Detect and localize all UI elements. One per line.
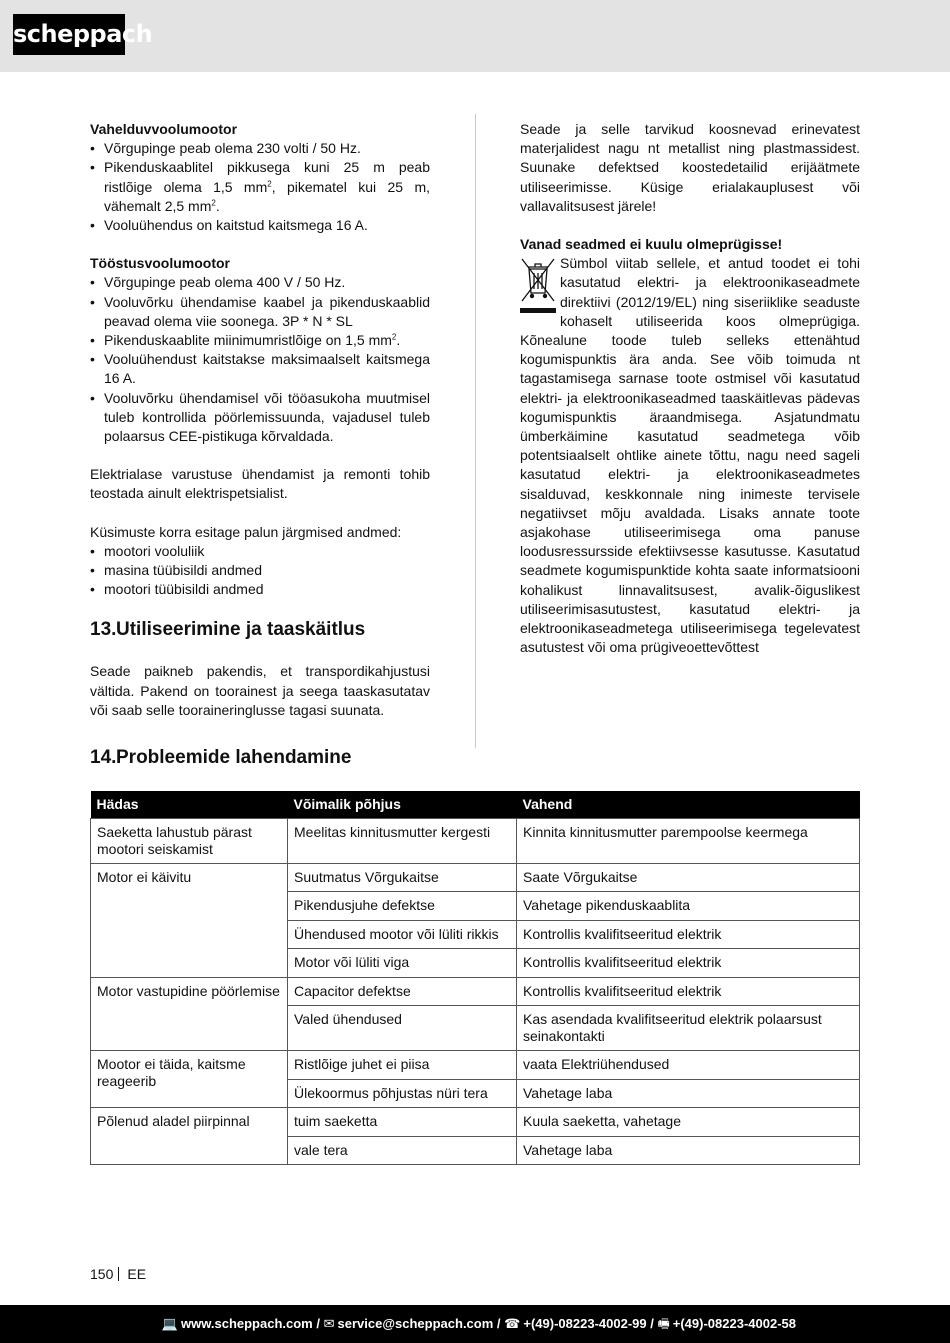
cause-cell: Ristlõige juhet ei piisa bbox=[288, 1051, 517, 1080]
ac-motor-list bbox=[90, 139, 430, 235]
page-number: 150 bbox=[90, 1266, 114, 1282]
weee-block bbox=[520, 254, 860, 657]
phone-icon: ☎ bbox=[504, 1316, 521, 1331]
questions-section bbox=[90, 523, 430, 600]
header-problem: Hädas bbox=[91, 791, 288, 818]
language-code: EE bbox=[127, 1266, 147, 1282]
table-header-row bbox=[91, 791, 860, 818]
contact-band bbox=[0, 1305, 950, 1343]
cause-cell: vale tera bbox=[288, 1136, 517, 1165]
remedy-cell: Vahetage laba bbox=[517, 1079, 860, 1108]
cause-cell: Meelitas kinnitusmutter kergesti bbox=[288, 818, 517, 863]
fax-icon: 🖷 bbox=[657, 1316, 670, 1331]
contact-separator: / bbox=[316, 1316, 320, 1331]
cause-cell: Ülekoormus põhjustas nüri tera bbox=[288, 1079, 517, 1108]
section-13-heading: 13.Utiliseerimine ja taaskäitlus bbox=[90, 619, 366, 641]
brand-logo: scheppach bbox=[13, 14, 125, 55]
remedy-cell: Kas asendada kvalifitseeritud elektrik polaarsust seinakontakti bbox=[517, 1006, 860, 1051]
section-13-text: Seade paikneb pakendis, et transpordikahjustusi vältida. Pakend on toorainest ja seega taaskasutatav või saab selle tooraineringlusse tagasi suunata. bbox=[90, 663, 430, 718]
remedy-cell: Kontrollis kvalifitseeritud elektrik bbox=[517, 949, 860, 978]
list-item: • mootori vooluliik bbox=[90, 542, 430, 561]
questions-intro: Küsimuste korra esitage palun järgmised andmed: bbox=[90, 523, 402, 540]
problem-cell: Saeketta lahustub pärast mootori seiskamist bbox=[91, 818, 288, 863]
remedy-cell: Vahetage laba bbox=[517, 1136, 860, 1165]
cause-cell: Suutmatus Võrgukaitse bbox=[288, 863, 517, 892]
left-column bbox=[90, 120, 430, 720]
mail-icon: ✉ bbox=[323, 1316, 335, 1331]
header-remedy: Vahend bbox=[517, 791, 860, 818]
page-separator bbox=[118, 1267, 119, 1281]
problem-cell: Põlenud aladel piirpinnal bbox=[91, 1108, 288, 1165]
list-item: • Vooluühendust kaitstakse maksimaalselt kaitsmega 16 A. bbox=[90, 350, 430, 388]
materials-text: Seade ja selle tarvikud koosnevad erinevatest materjalidest nagu nt metallist ning plastmassidest. Suunake defektsed koostedetailid erijäätmete utiliseerimisse. Küsige erialakauplusest või vallavalitsusest järele! bbox=[520, 121, 860, 214]
cause-cell: Capacitor defektse bbox=[288, 977, 517, 1006]
cause-cell: tuim saeketta bbox=[288, 1108, 517, 1137]
contact-separator: / bbox=[496, 1316, 501, 1331]
right-column bbox=[520, 120, 860, 657]
list-item: • mootori tüübisildi andmed bbox=[90, 580, 430, 599]
crossed-out-wheelie-bin-icon bbox=[520, 257, 556, 315]
table-row bbox=[91, 1108, 860, 1137]
page-footer-number bbox=[90, 1265, 146, 1283]
list-item: • Vooluvõrku ühendamisel või tööasukoha muutmisel tuleb kontrollida pöörlemissuunda, vajadusel tuleb polaarsus CEE-pistikuga kõrvaldada. bbox=[90, 389, 430, 447]
problem-cell: Motor vastupidine pöörlemise bbox=[91, 977, 288, 1051]
three-phase-title: Tööstusvoolumootor bbox=[90, 255, 230, 272]
ac-motor-title: Vahelduvvoolumootor bbox=[90, 121, 238, 137]
cause-cell: Pikendusjuhe defektse bbox=[288, 892, 517, 921]
table-row bbox=[91, 1051, 860, 1080]
remedy-cell: Kuula saeketta, vahetage bbox=[517, 1108, 860, 1137]
table-row bbox=[91, 863, 860, 892]
remedy-cell: Vahetage pikenduskaablita bbox=[517, 892, 860, 921]
phone-number: +(49)-08223-4002-99 bbox=[523, 1316, 647, 1331]
remedy-cell: Saate Võrgukaitse bbox=[517, 863, 860, 892]
remedy-cell: Kontrollis kvalifitseeritud elektrik bbox=[517, 977, 860, 1006]
list-item: • Pikenduskaablitel pikkusega kuni 25 m peab ristlõige olema 1,5 $mm^2$, pikematel kui 25 m, vähemalt 2,5 $mm^2$. bbox=[90, 158, 430, 216]
remedy-cell: Kontrollis kvalifitseeritud elektrik bbox=[517, 920, 860, 949]
cause-cell: Ühendused mootor või lüliti rikkis bbox=[288, 920, 517, 949]
list-item: • Pikenduskaablite miinimumristlõige on 1,5 $mm^2$. bbox=[90, 331, 430, 350]
cause-cell: Motor või lüliti viga bbox=[288, 949, 517, 978]
weee-title: Vanad seadmed ei kuulu olmeprügisse! bbox=[520, 236, 783, 253]
troubleshooting-table bbox=[90, 791, 860, 1165]
electrician-note: Elektrialase varustuse ühendamist ja remonti tohib teostada ainult elektrispetsialist. bbox=[90, 466, 430, 502]
problem-cell: Motor ei käivitu bbox=[91, 863, 288, 977]
remedy-cell: Kinnita kinnitusmutter parempoolse keermega bbox=[517, 818, 860, 863]
column-divider bbox=[475, 114, 476, 748]
section-14-heading: 14.Probleemide lahendamine bbox=[90, 747, 352, 768]
computer-icon: 💻 bbox=[161, 1316, 179, 1331]
cause-cell: Valed ühendused bbox=[288, 1006, 517, 1051]
list-item: • Võrgupinge peab olema 230 volti / 50 Hz. bbox=[90, 139, 430, 158]
questions-list bbox=[90, 542, 430, 600]
list-item: • Vooluühendus on kaitstud kaitsmega 16 A. bbox=[90, 216, 430, 235]
three-phase-section bbox=[90, 254, 430, 446]
contact-separator: / bbox=[650, 1316, 654, 1331]
fax-number: +(49)-08223-4002-58 bbox=[672, 1316, 796, 1331]
header-cause: Võimalik põhjus bbox=[288, 791, 517, 818]
list-item: • masina tüübisildi andmed bbox=[90, 561, 430, 580]
list-item: • Vooluvõrku ühendamise kaabel ja pikenduskaablid peavad olema viie soonega. 3P * N * SL bbox=[90, 293, 430, 331]
table-row bbox=[91, 818, 860, 863]
list-item: • Võrgupinge peab olema 400 V / 50 Hz. bbox=[90, 273, 430, 292]
remedy-cell: vaata Elektriühendused bbox=[517, 1051, 860, 1080]
three-phase-list bbox=[90, 273, 430, 446]
website-link[interactable]: www.scheppach.com bbox=[181, 1316, 313, 1331]
problem-cell: Mootor ei täida, kaitsme reageerib bbox=[91, 1051, 288, 1108]
table-row bbox=[91, 977, 860, 1006]
ac-motor-section bbox=[90, 120, 430, 235]
weee-text: Sümbol viitab sellele, et antud toodet ei tohi kasutatud elektri- ja elektroonikaseadmete direktiivi (2012/19/EL) ning siseriiklike seaduste kohaselt utiliseerida koos olmeprügiga. Kõnealune toode tuleb selleks ettenähtud kogumispunktis ära anda. See võib toimuda nt tagastamisega sarnase toote ostmisel või kasutatud elektri- ja elektroonikaseadmed taaskäitlevas pädevas kogumispunktis äraandmisega. Asjatundmatu ümberkäimine kasutatud seadmetega võib potentsiaalselt ohtlike ainete tõttu, nagu need sageli kasutatud elektri- ja elektroonikaseadmetes sisalduvad, keskkonnale ning inimeste tervisele negatiivset mõju avaldada. Lisaks annate toote asjakohase utiliseerimisega oma panuse loodusressursside efektiivsesse kasutusse. Kasutatud seadmete kogumispunktide kohta saate informatsiooni kohalikust linnavalitsusest, avalik-õiguslikest utiliseerimisasutustest, kasutatud elektri- ja elektroonikaseadmetega utiliseerimisega tegelevatest asutustest või oma prügiveoettevõttest bbox=[520, 255, 860, 656]
email-link[interactable]: service@scheppach.com bbox=[337, 1316, 494, 1331]
